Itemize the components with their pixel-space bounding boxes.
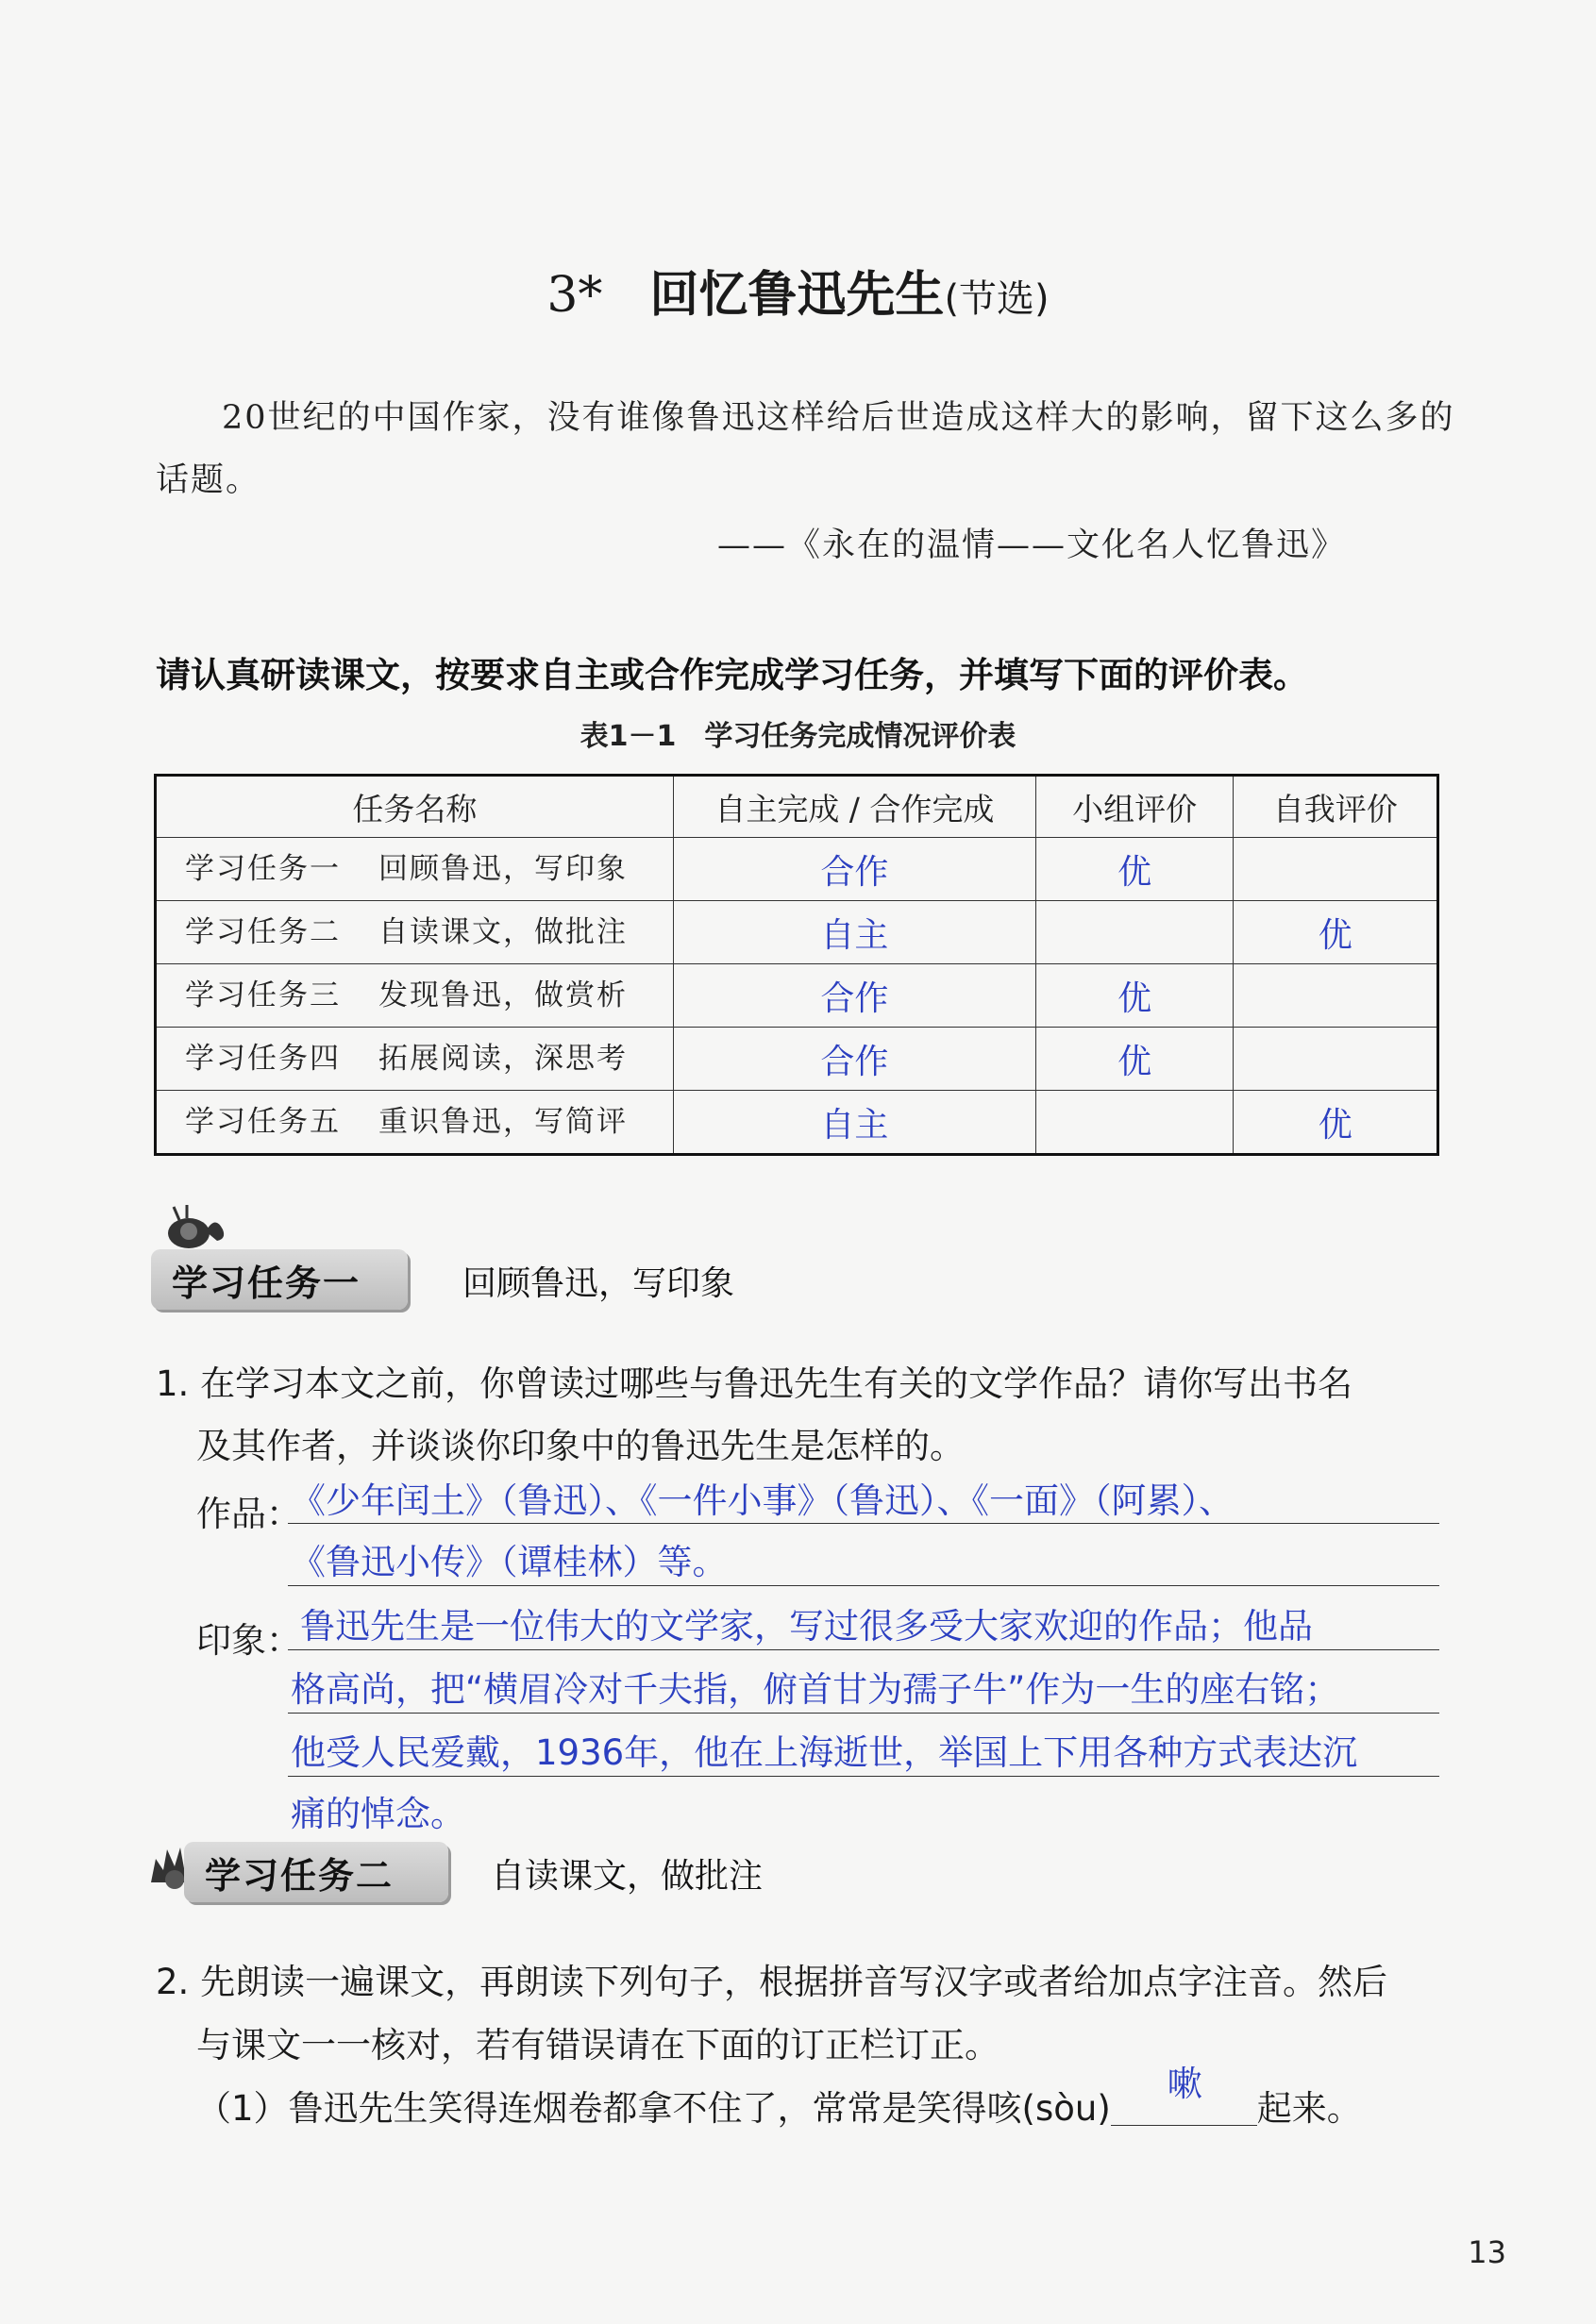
item-1-answer: 嗽 bbox=[1167, 2064, 1202, 2104]
intro-quote-source: ——《永在的温情——文化名人忆鲁迅》 bbox=[717, 527, 1347, 564]
works-answer-line-2[interactable]: 《鲁迅小传》（谭桂林）等。 bbox=[291, 1542, 728, 1582]
group-eval-cell[interactable]: 优 bbox=[1035, 964, 1234, 1028]
question-1-line-1: 1. 在学习本文之前，你曾读过哪些与鲁迅先生有关的文学作品？请你写出书名 bbox=[156, 1363, 1353, 1404]
item-1-text-before: （1）鲁迅先生笑得连烟卷都拿不住了，常常是笑得咳(sòu) bbox=[196, 2088, 1111, 2129]
page-number: 13 bbox=[1468, 2234, 1506, 2270]
item-1-text-after: 起来。 bbox=[1256, 2088, 1362, 2129]
task-name: 回顾鲁迅，写印象 bbox=[378, 852, 628, 886]
answer-line bbox=[288, 1776, 1439, 1777]
task-name: 重识鲁迅，写简评 bbox=[378, 1105, 628, 1139]
impression-answer-line-1[interactable]: 鲁迅先生是一位伟大的文学家，写过很多受大家欢迎的作品；他品 bbox=[300, 1606, 1313, 1647]
task-number: 学习任务五 bbox=[185, 1105, 341, 1139]
table-row bbox=[156, 1091, 1438, 1155]
lesson-title-main: 回忆鲁迅先生 bbox=[649, 267, 945, 324]
task-number: 学习任务二 bbox=[185, 915, 341, 949]
instruction-text: 请认真研读课文，按要求自主或合作完成学习任务，并填写下面的评价表。 bbox=[156, 654, 1308, 695]
mode-cell[interactable]: 合作 bbox=[673, 1028, 1035, 1091]
answer-line bbox=[288, 1585, 1439, 1586]
header-task-name: 任务名称 bbox=[156, 776, 674, 838]
impression-answer-line-2[interactable]: 格高尚，把“横眉冷对千夫指，俯首甘为孺子牛”作为一生的座右铭； bbox=[291, 1669, 1340, 1710]
impression-answer-line-3[interactable]: 他受人民爱戴，1936年，他在上海逝世，举国上下用各种方式表达沉 bbox=[291, 1732, 1358, 1773]
table-row bbox=[156, 901, 1438, 964]
question-2-line-2: 与课文一一核对，若有错误请在下面的订正栏订正。 bbox=[196, 2025, 1000, 2065]
impression-label: 印象： bbox=[196, 1620, 301, 1661]
table-row bbox=[156, 964, 1438, 1028]
task-badge-2: 学习任务二 bbox=[184, 1842, 448, 1902]
self-eval-cell[interactable] bbox=[1234, 838, 1438, 901]
self-eval-cell[interactable]: 优 bbox=[1234, 1091, 1438, 1155]
blank-field[interactable] bbox=[1111, 2064, 1257, 2126]
task-cell bbox=[156, 1028, 674, 1091]
group-eval-cell[interactable] bbox=[1035, 1091, 1234, 1155]
self-eval-cell[interactable] bbox=[1234, 1028, 1438, 1091]
snail-icon bbox=[160, 1203, 231, 1252]
header-group-eval: 小组评价 bbox=[1035, 776, 1234, 838]
question-1-line-2: 及其作者，并谈谈你印象中的鲁迅先生是怎样的。 bbox=[196, 1426, 965, 1466]
mode-cell[interactable]: 自主 bbox=[673, 1091, 1035, 1155]
task-cell bbox=[156, 901, 674, 964]
group-eval-cell[interactable] bbox=[1035, 901, 1234, 964]
intro-quote: 20世纪的中国作家，没有谁像鲁迅这样给后世造成这样大的影响，留下这么多的话题。 bbox=[156, 399, 1455, 499]
header-self-eval: 自我评价 bbox=[1234, 776, 1438, 838]
table-caption: 表1－1 学习任务完成情况评价表 bbox=[580, 720, 1016, 753]
question-2-line-1: 2. 先朗读一遍课文，再朗读下列句子，根据拼音写汉字或者给加点字注音。然后 bbox=[156, 1962, 1388, 2002]
task-name: 发现鲁迅，做赏析 bbox=[378, 978, 628, 1012]
task-cell bbox=[156, 964, 674, 1028]
lesson-title-sub: (节选) bbox=[944, 277, 1050, 321]
task-cell bbox=[156, 838, 674, 901]
self-eval-cell[interactable] bbox=[1234, 964, 1438, 1028]
task-name: 拓展阅读，深思考 bbox=[378, 1042, 628, 1076]
mode-cell[interactable]: 合作 bbox=[673, 964, 1035, 1028]
group-eval-cell[interactable]: 优 bbox=[1035, 1028, 1234, 1091]
task-badge-1: 学习任务一 bbox=[151, 1249, 408, 1310]
task-name: 自读课文，做批注 bbox=[378, 915, 628, 949]
task-number: 学习任务三 bbox=[185, 978, 341, 1012]
mode-cell[interactable]: 自主 bbox=[673, 901, 1035, 964]
table-row bbox=[156, 1028, 1438, 1091]
answer-line bbox=[288, 1713, 1439, 1714]
table-header-row bbox=[156, 776, 1438, 838]
answer-line bbox=[288, 1649, 1439, 1650]
group-eval-cell[interactable]: 优 bbox=[1035, 838, 1234, 901]
task-number: 学习任务一 bbox=[185, 852, 341, 886]
header-completion-mode: 自主完成 / 合作完成 bbox=[673, 776, 1035, 838]
task-2-label: 自读课文，做批注 bbox=[491, 1857, 764, 1896]
answer-line bbox=[288, 1523, 1439, 1524]
task-number: 学习任务四 bbox=[185, 1042, 341, 1076]
evaluation-table bbox=[154, 774, 1439, 1156]
question-2-item-1 bbox=[196, 2064, 1362, 2140]
task-1-label: 回顾鲁迅，写印象 bbox=[462, 1264, 735, 1303]
table-row bbox=[156, 838, 1438, 901]
works-answer-line-1[interactable]: 《少年闰土》（鲁迅）、《一件小事》（鲁迅）、《一面》（阿累）、 bbox=[291, 1480, 1234, 1521]
self-eval-cell[interactable]: 优 bbox=[1234, 901, 1438, 964]
works-label: 作品： bbox=[196, 1494, 301, 1534]
mode-cell[interactable]: 合作 bbox=[673, 838, 1035, 901]
lesson-number: 3* bbox=[546, 267, 603, 324]
task-cell bbox=[156, 1091, 674, 1155]
lesson-title bbox=[0, 255, 1596, 326]
impression-answer-line-4[interactable]: 痛的悼念。 bbox=[291, 1794, 465, 1834]
